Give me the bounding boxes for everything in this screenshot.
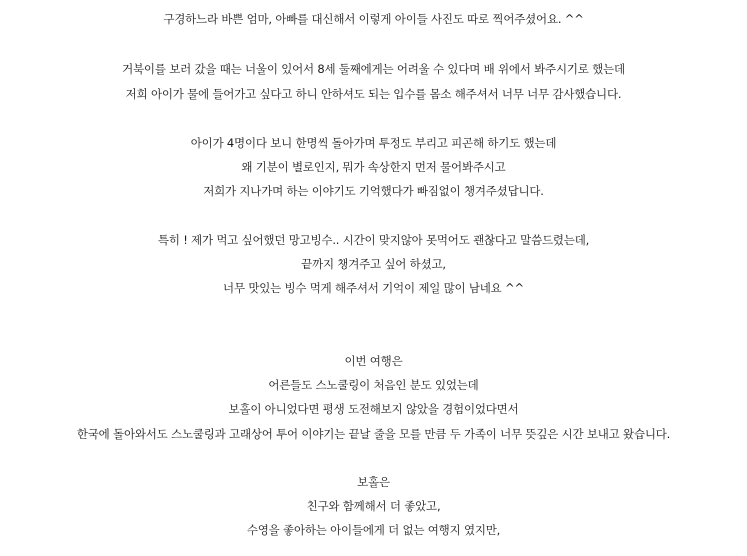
text-line: 보홀이 아니었다면 평생 도전해보지 않았을 경험이었다면서	[228, 402, 519, 416]
text-line: 너무 맛있는 빙수 먹게 해주셔서 기억이 제일 많이 남네요 ^^	[223, 281, 524, 295]
text-line: 구경하느라 바쁜 엄마, 아빠를 대신해서 이렇게 아이들 사진도 따로 찍어주셨어요. ^^	[163, 12, 584, 26]
text-line: 한국에 돌아와서도 스노쿨링과 고래상어 투어 이야기는 끝날 줄을 모를 만큼 두 가족이 너무 뜻깊은 시간 보내고 왔습니다.	[76, 427, 671, 441]
text-line: 수영을 좋아하는 아이들에게 더 없는 여행지 였지만,	[246, 523, 501, 537]
text-line: 끝까지 챙겨주고 싶어 하셨고,	[301, 257, 446, 271]
text-line: 어른들도 스노쿨링이 처음인 분도 있었는데	[268, 378, 479, 392]
text-line: 저희 아이가 물에 들어가고 싶다고 하니 안하셔도 되는 입수를 몸소 해주셔서 너무 너무 감사했습니다.	[125, 87, 622, 101]
text-line: 왜 기분이 별로인지, 뭐가 속상한지 먼저 물어봐주시고	[241, 160, 506, 174]
text-line: 거북이를 보러 갔을 때는 너울이 있어서 8세 둘째에게는 어려울 수 있다며 배 위에서 봐주시기로 했는데	[122, 62, 625, 76]
text-line: 보홀은	[357, 475, 390, 489]
text-line: 친구와 함께해서 더 좋았고,	[306, 499, 441, 513]
text-line: 아이가 4명이다 보니 한명씩 돌아가며 투정도 부리고 피곤해 하기도 했는데	[190, 136, 557, 150]
text-line: 저희가 지나가며 하는 이야기도 기억했다가 빠짐없이 챙겨주셨답니다.	[203, 184, 544, 198]
text-line: 특히 ! 제가 먹고 싶어했던 망고빙수.. 시간이 맞지않아 못먹어도 괜찮다고 말씀드렸는데,	[157, 233, 590, 247]
text-line: 이번 여행은	[344, 354, 403, 368]
